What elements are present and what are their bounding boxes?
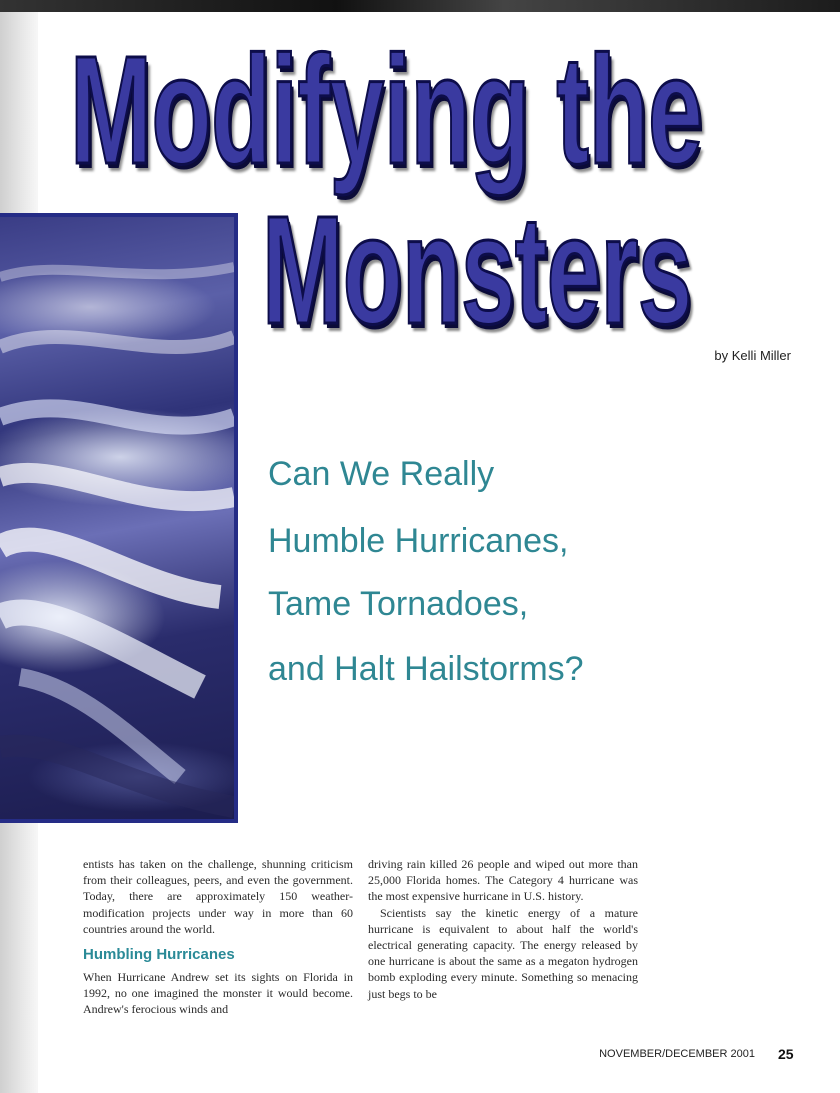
top-edge-shadow — [0, 0, 840, 12]
issue-date: NOVEMBER/DECEMBER 2001 — [599, 1048, 755, 1060]
body-paragraph: Scientists say the kinetic energy of a mature hurricane is equivalent to about half the world's electrical generating capacity. The energy released by one hurricane is about the same as a megaton hydrogen bomb exploding every minute. Something so menacing just begs to be — [368, 905, 638, 1001]
body-paragraph: entists has taken on the challenge, shunning criticism from their colleagues, peers, and even the government. Today, there are approximately 150 weather-modification projects under way in more than 60 countries around the world. — [83, 857, 353, 936]
author-byline: by Kelli Miller — [714, 348, 791, 363]
body-paragraph: When Hurricane Andrew set its sights on Florida in 1992, no one imagined the monster it would become. Andrew's ferocious winds and — [83, 970, 353, 1017]
hurricane-photo — [0, 213, 238, 823]
subtitle-line-2: Humble Hurricanes, — [268, 522, 569, 560]
headline-line-1: Modifying the — [70, 24, 703, 196]
page-number: 25 — [778, 1046, 794, 1062]
section-subhead: Humbling Hurricanes — [83, 946, 235, 964]
subtitle-line-4: and Halt Hailstorms? — [268, 650, 584, 688]
body-column-right — [368, 856, 638, 1002]
body-paragraph: driving rain killed 26 people and wiped out more than 25,000 Florida homes. The Category 4 hurricane was the most expensive hurricane in U.S. history. — [368, 857, 638, 904]
body-column-left — [83, 856, 353, 1018]
hurricane-cloud-swirls — [0, 217, 234, 819]
subtitle-line-1: Can We Really — [268, 455, 495, 493]
headline-line-2: Monsters — [262, 184, 692, 356]
subtitle-line-3: Tame Tornadoes, — [268, 585, 529, 623]
